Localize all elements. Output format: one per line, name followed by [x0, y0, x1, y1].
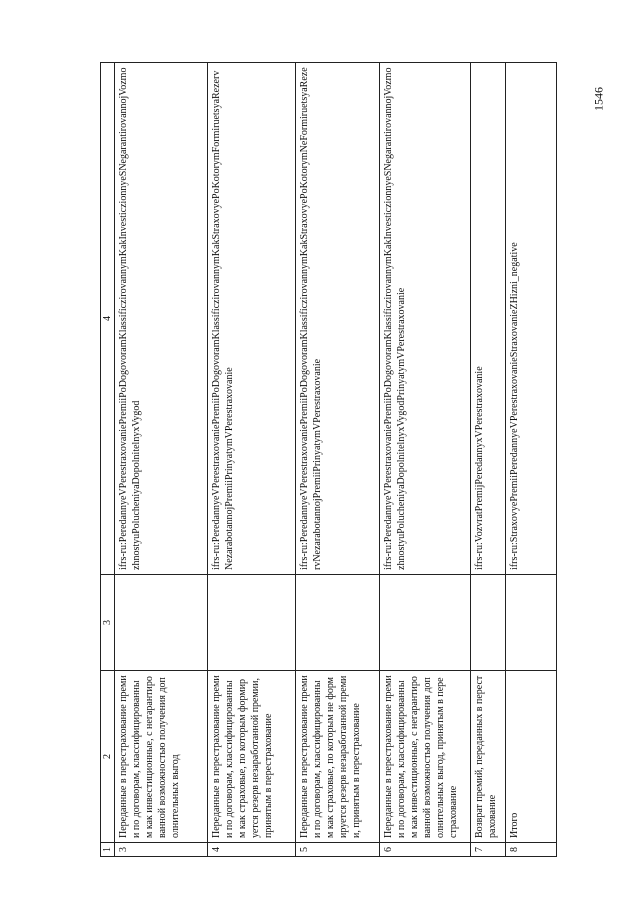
row-number: 7	[470, 843, 506, 857]
row-col3	[506, 575, 557, 671]
column-header-2: 2	[101, 671, 115, 843]
row-col3	[115, 575, 208, 671]
table-header-row	[101, 63, 115, 857]
row-number: 3	[115, 843, 208, 857]
table-row	[296, 63, 380, 857]
row-number: 5	[296, 843, 380, 857]
row-code: ifrs-ru:PeredannyeVPerestraxovaniePremiiPoDogovoramKlassificzirovannymKakStraxovyePoKotorymNeFormiruetsyaRezervNezarabotannojPremiiPrinyatymVPerestraxovanie	[296, 63, 380, 575]
table-row	[207, 63, 295, 857]
row-description: Переданные в перестрахование премии по договорам, классифицированным как инвестиционные, с негарантированной возможностью получения дополнительных выгод	[115, 671, 208, 843]
column-header-1: 1	[101, 843, 115, 857]
row-number: 4	[207, 843, 295, 857]
row-code: ifrs-ru:PeredannyeVPerestraxovaniePremiiPoDogovoramKlassificzirovannymKakInvesticzionnyeSNegarantirovannojVozmozhnostyuPolucheniyaDopolnitelnyxVygodPrinyatymVPerestraxovanie	[380, 63, 471, 575]
rotated-content	[100, 62, 557, 857]
row-description: Переданные в перестрахование премии по договорам, классифицированным как инвестиционные, с негарантированной возможностью получения дополнительных выгод, принятым в перестрахование	[380, 671, 471, 843]
row-description: Переданные в перестрахование премии по договорам, классифицированным как страховые, по которым не формируется резерв незаработанной премии, принятым в перестрахование	[296, 671, 380, 843]
row-col3	[207, 575, 295, 671]
page-number: 1546	[591, 87, 606, 111]
table-row	[380, 63, 471, 857]
table-row	[506, 63, 557, 857]
column-header-3: 3	[101, 575, 115, 671]
row-description: Итого	[506, 671, 557, 843]
row-col3	[380, 575, 471, 671]
xbrl-mapping-table	[100, 62, 557, 857]
table-row	[470, 63, 506, 857]
row-col3	[470, 575, 506, 671]
row-code: ifrs-ru:PeredannyeVPerestraxovaniePremiiPoDogovoramKlassificzirovannymKakInvesticzionnyeSNegarantirovannojVozmozhnostyuPolucheniyaDopolnitelnyxVygod	[115, 63, 208, 575]
table-row	[115, 63, 208, 857]
rotated-page	[100, 62, 557, 857]
column-header-4: 4	[101, 63, 115, 575]
row-description: Возврат премий, переданных в перестрахование	[470, 671, 506, 843]
row-code: ifrs-ru:VozvratPremijPeredannyxVPerestraxovanie	[470, 63, 506, 575]
row-number: 6	[380, 843, 471, 857]
row-description: Переданные в перестрахование премии по договорам, классифицированным как страховые, по которым формируется резерв незаработанной премии, принятым в перестрахование	[207, 671, 295, 843]
row-number: 8	[506, 843, 557, 857]
row-code: ifrs-ru:PeredannyeVPerestraxovaniePremiiPoDogovoramKlassificzirovannymKakStraxovyePoKotorymFormiruetsyaRezervNezarabotannojPremiiPrinyatymVPerestraxovanie	[207, 63, 295, 575]
row-col3	[296, 575, 380, 671]
row-code: ifrs-ru:StraxovyePremiiPeredannyeVPerestraxovanieStraxovanieZHizni_negative	[506, 63, 557, 575]
